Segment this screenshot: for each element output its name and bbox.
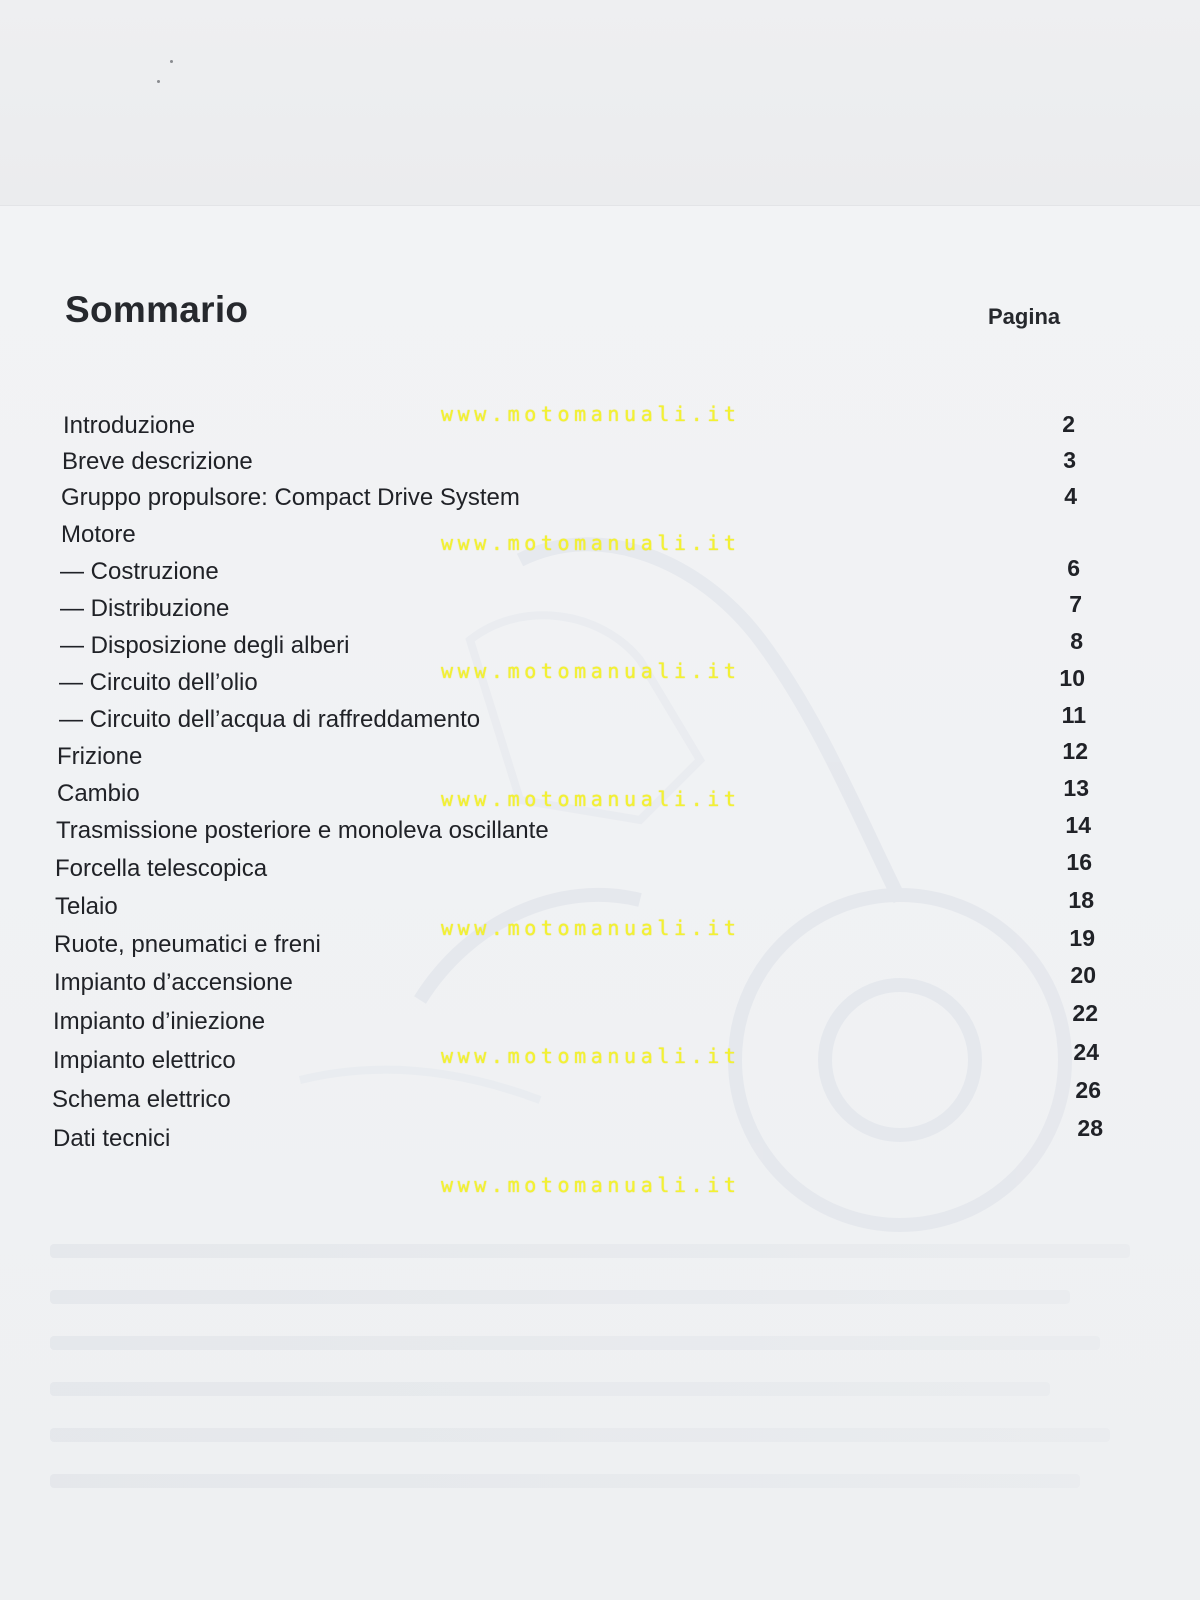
toc-entry-page: 10 [1059, 665, 1085, 691]
toc-entry-title: — Costruzione [60, 558, 219, 585]
toc-entry-title: Impianto d’accensione [54, 969, 293, 996]
toc-entry-title: Telaio [55, 893, 118, 920]
watermark-text: www.motomanuali.it [441, 787, 741, 811]
watermark-text: www.motomanuali.it [441, 659, 741, 683]
toc-entry-title: — Distribuzione [60, 595, 230, 622]
toc-entry-title: Motore [61, 521, 136, 548]
page-column-label: Pagina [988, 304, 1061, 329]
watermark-text: www.motomanuali.it [441, 1173, 741, 1197]
watermark-text: www.motomanuali.it [441, 402, 741, 426]
toc-entry-page: 6 [1067, 555, 1080, 581]
toc-entry-page: 24 [1073, 1039, 1099, 1065]
toc-entry-page: 13 [1063, 775, 1089, 801]
toc-entry-title: Trasmissione posteriore e monoleva oscillante [56, 817, 549, 844]
toc-entry-page: 7 [1069, 591, 1082, 617]
toc-entry-title: — Circuito dell’acqua di raffreddamento [59, 706, 481, 733]
toc-entry-title: Cambio [57, 780, 140, 807]
toc-entry-page: 20 [1070, 962, 1096, 988]
toc-entry-page: 26 [1075, 1077, 1101, 1103]
toc-entry-title: Frizione [57, 743, 143, 770]
toc-entry-title: — Disposizione degli alberi [60, 632, 350, 659]
toc-entry-page: 28 [1077, 1115, 1103, 1141]
toc-entry-title: Forcella telescopica [55, 855, 268, 882]
watermark-text: www.motomanuali.it [441, 916, 741, 940]
toc-entry-page: 4 [1064, 483, 1077, 509]
toc-entry-title: Breve descrizione [62, 448, 253, 475]
toc-entry-page: 12 [1062, 738, 1088, 764]
toc-entry-page: 2 [1062, 411, 1075, 437]
toc-entry-page: 14 [1065, 812, 1091, 838]
toc-entry-page: 22 [1072, 1000, 1098, 1026]
page-title: Sommario [65, 289, 249, 330]
watermark-text: www.motomanuali.it [441, 531, 741, 555]
toc-entry-title: Introduzione [63, 412, 196, 439]
toc-entry-page: 8 [1070, 628, 1083, 654]
toc-entry-page: 19 [1069, 925, 1095, 951]
toc-entry-title: Impianto elettrico [53, 1047, 236, 1074]
toc-entry-title: Ruote, pneumatici e freni [54, 931, 321, 958]
watermark-text: www.motomanuali.it [441, 1044, 741, 1068]
toc-entry-page: 16 [1066, 849, 1092, 875]
toc-entry-title: Dati tecnici [53, 1125, 171, 1152]
toc-entry-title: — Circuito dell’olio [59, 669, 258, 696]
toc-entry-title: Schema elettrico [52, 1086, 231, 1113]
toc-entry-title: Gruppo propulsore: Compact Drive System [61, 484, 520, 511]
toc-entry-title: Impianto d’iniezione [53, 1008, 266, 1035]
toc-entry-page: 3 [1063, 447, 1076, 473]
toc-entry-page: 18 [1068, 887, 1094, 913]
toc-entry-page: 11 [1061, 702, 1086, 728]
